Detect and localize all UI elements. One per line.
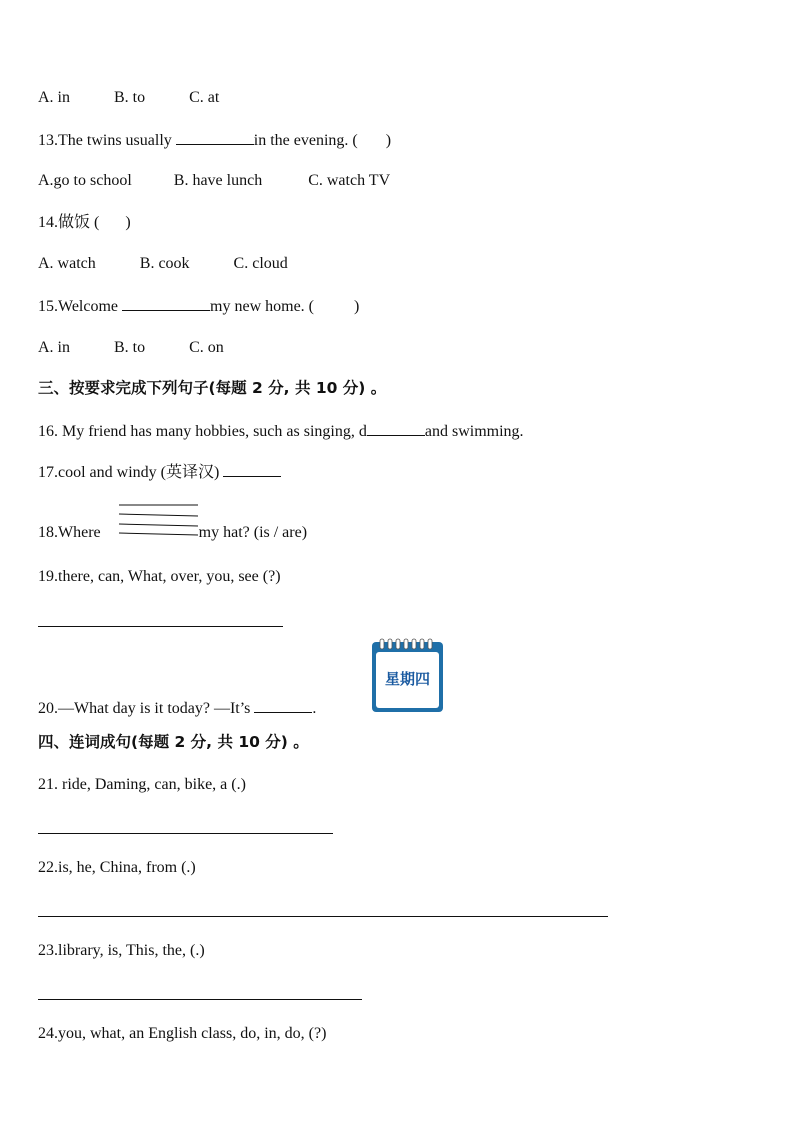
q15-options [38, 338, 224, 358]
calendar-icon [371, 638, 444, 713]
q17-question [38, 462, 281, 483]
q16-text: 16. My friend has many hobbies, such as singing, d [38, 423, 367, 440]
q23-answer-line[interactable] [38, 999, 362, 1000]
q15-question [38, 296, 359, 317]
q15-option-b: B. to [114, 339, 146, 356]
q18-text-suffix: my hat? (is / are) [198, 524, 308, 541]
q20-text: 20.—What day is it today? —It’s [38, 700, 251, 717]
q17-blank[interactable] [223, 462, 281, 477]
q20-text-suffix: . [312, 700, 317, 717]
q14-option-b: B. cook [139, 255, 190, 272]
q14-option-a: A. watch [38, 255, 96, 272]
q14-text: 14.做饭 ( [38, 214, 100, 231]
q14-question [38, 213, 131, 233]
q18-text: 18.Where [38, 524, 101, 541]
q19-answer-line[interactable] [38, 626, 283, 627]
q13-option-b: B. have lunch [173, 172, 263, 189]
q19-question: 19.there, can, What, over, you, see (?) [38, 568, 281, 585]
q16-text-suffix: and swimming. [424, 423, 524, 440]
q12-option-c: C. at [189, 89, 220, 106]
q17-text: 17.cool and windy (英译汉) [38, 464, 220, 481]
q22-question: 22.is, he, China, from (.) [38, 859, 196, 876]
q20-blank[interactable] [254, 698, 312, 713]
q13-question [38, 130, 391, 151]
q15-text: 15.Welcome [38, 298, 119, 315]
q15-option-a: A. in [38, 339, 70, 356]
q13-text-suffix: in the evening. ( [253, 132, 358, 149]
q13-option-a: A.go to school [38, 172, 132, 189]
q15-paren-close: ) [354, 298, 360, 315]
q16-blank[interactable] [367, 421, 425, 436]
q18-answer-lines[interactable] [116, 500, 202, 540]
q21-question: 21. ride, Daming, can, bike, a (.) [38, 776, 246, 793]
q22-answer-line[interactable] [38, 916, 608, 917]
q24-question: 24.you, what, an English class, do, in, do, (?) [38, 1025, 327, 1042]
q12-option-a: A. in [38, 89, 70, 106]
q15-blank[interactable] [122, 296, 210, 311]
q21-answer-line[interactable] [38, 833, 333, 834]
q12-option-b: B. to [114, 89, 146, 106]
q15-text-suffix: my new home. ( [210, 298, 314, 315]
q14-paren-close: ) [125, 214, 131, 231]
q13-option-c: C. watch TV [308, 172, 391, 189]
q13-options [38, 171, 390, 191]
q16-question [38, 421, 524, 442]
q14-option-c: C. cloud [233, 255, 288, 272]
section-3-heading: 三、按要求完成下列句子(每题 2 分, 共 10 分) 。 [38, 379, 387, 397]
q15-option-c: C. on [189, 339, 224, 356]
calendar-day-label: 星期四 [384, 670, 431, 688]
q13-paren-close: ) [385, 132, 392, 149]
q23-question: 23.library, is, This, the, (.) [38, 942, 205, 959]
q13-blank[interactable] [176, 130, 254, 145]
q12-options [38, 88, 219, 108]
section-4-heading: 四、连词成句(每题 2 分, 共 10 分) 。 [38, 733, 309, 751]
q14-options [38, 254, 288, 274]
q13-text: 13.The twins usually [38, 132, 172, 149]
q20-question [38, 698, 316, 719]
